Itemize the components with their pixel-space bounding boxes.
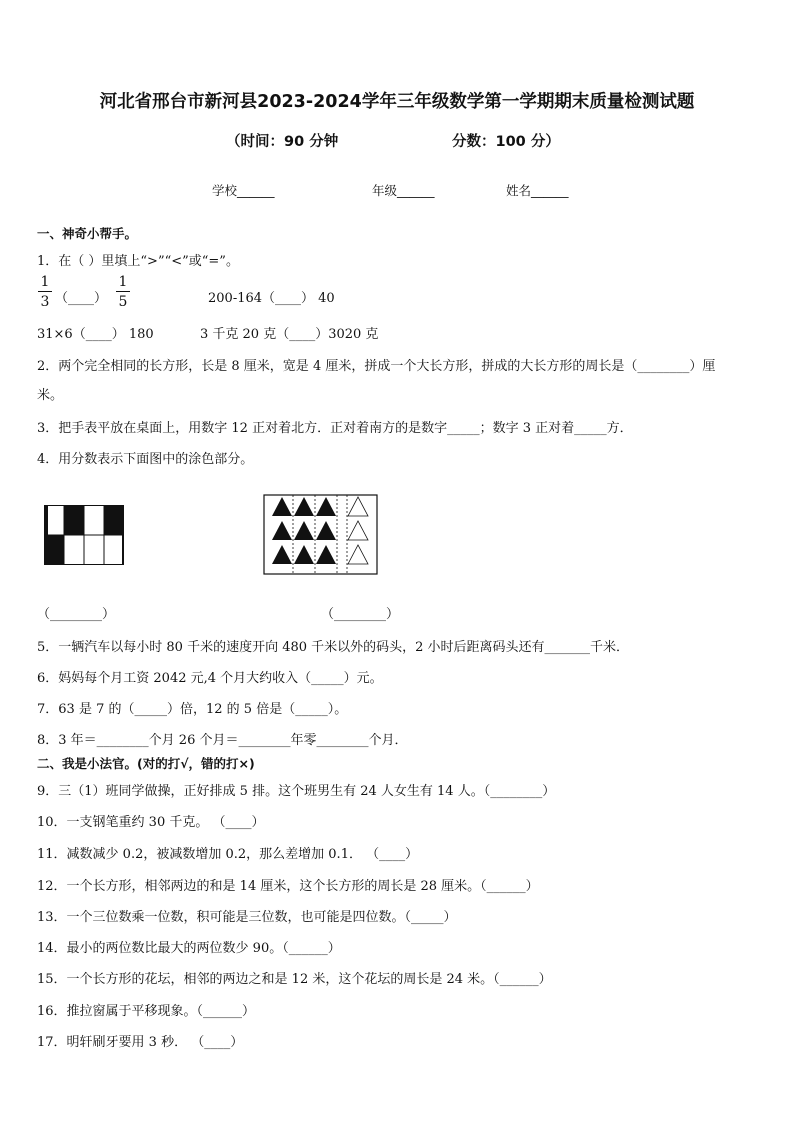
page-title: 河北省邢台市新河县2023-2024学年三年级数学第一学期期末质量检测试题 — [99, 92, 695, 112]
question-12: 12．一个长方形，相邻两边的和是 14 厘米，这个长方形的周长是 28 厘米。（______） — [37, 879, 539, 894]
question-1-item-b[interactable]: 200-164（____） 40 — [208, 291, 335, 306]
question-2: 2．两个完全相同的长方形，长是 8 厘米，宽是 4 厘米，拼成一个大长方形，拼成的大长方形的周长是（________）厘 — [37, 359, 716, 374]
question-1-item-c[interactable]: 31×6（____） 180 — [37, 327, 154, 342]
time-label: （时间：90 分钟 — [226, 134, 339, 150]
question-5: 5．一辆汽车以每小时 80 千米的速度开向 480 千米以外的码头，2 小时后距离码头还有_______千米． — [37, 640, 630, 655]
question-17: 17．明轩刷牙要用 3 秒． （____） — [37, 1035, 244, 1050]
question-3: 3．把手表平放在桌面上，用数字 12 正对着北方．正对着南方的是数字_____；数字 3 正对着_____方． — [37, 421, 633, 436]
question-4: 4．用分数表示下面图中的涂色部分。 — [37, 452, 254, 467]
score-label: 分数：100 分） — [452, 134, 560, 150]
section-1-heading: 一、神奇小帮手。 — [37, 226, 138, 241]
question-16: 16．推拉窗属于平移现象。（______） — [37, 1004, 256, 1019]
question-15: 15．一个长方形的花坛，相邻的两边之和是 12 米，这个花坛的周长是 24 米。（______） — [37, 972, 552, 987]
answer-blank-1a[interactable]: （____） — [55, 291, 108, 306]
shaded-triangles-figure — [263, 494, 379, 576]
answer-blank-4-right[interactable]: （________） — [321, 607, 400, 622]
fraction-numerator: 1 — [40, 274, 50, 290]
shaded-grid-figure — [44, 505, 126, 567]
question-7: 7．63 是 7 的（_____）倍，12 的 5 倍是（_____）。 — [37, 702, 348, 717]
question-11: 11．减数减少 0.2，被减数增加 0.2，那么差增加 0.1． （____） — [37, 847, 419, 862]
section-2-heading: 二、我是小法官。(对的打√，错的打×) — [37, 756, 255, 771]
question-6: 6．妈妈每个月工资 2042 元,4 个月大约收入（_____）元。 — [37, 671, 383, 686]
question-14: 14．最小的两位数比最大的两位数少 90。（______） — [37, 941, 341, 956]
answer-blank-4-left[interactable]: （________） — [37, 607, 116, 622]
fraction-denominator: 3 — [40, 294, 50, 310]
question-1-item-d[interactable]: 3 千克 20 克（____）3020 克 — [200, 327, 379, 342]
school-field[interactable]: 学校______ — [212, 183, 275, 198]
fraction-denominator: 5 — [118, 294, 128, 310]
name-field[interactable]: 姓名______ — [506, 183, 569, 198]
question-1: 1．在（ ）里填上“>”“<”或“=”。 — [37, 254, 239, 269]
fraction-one-third — [38, 274, 52, 310]
question-10: 10．一支钢笔重约 30 千克。 （____） — [37, 815, 265, 830]
question-13: 13．一个三位数乘一位数，积可能是三位数，也可能是四位数。（_____） — [37, 910, 457, 925]
fraction-one-fifth — [116, 274, 130, 310]
fraction-numerator: 1 — [118, 274, 128, 290]
question-9: 9．三（1）班同学做操，正好排成 5 排。这个班男生有 24 人女生有 14 人。（________） — [37, 784, 556, 799]
grade-field[interactable]: 年级______ — [372, 183, 435, 198]
question-8: 8．3 年＝________个月 26 个月＝________年零________个月． — [37, 733, 408, 748]
question-2-cont: 米。 — [37, 388, 64, 403]
